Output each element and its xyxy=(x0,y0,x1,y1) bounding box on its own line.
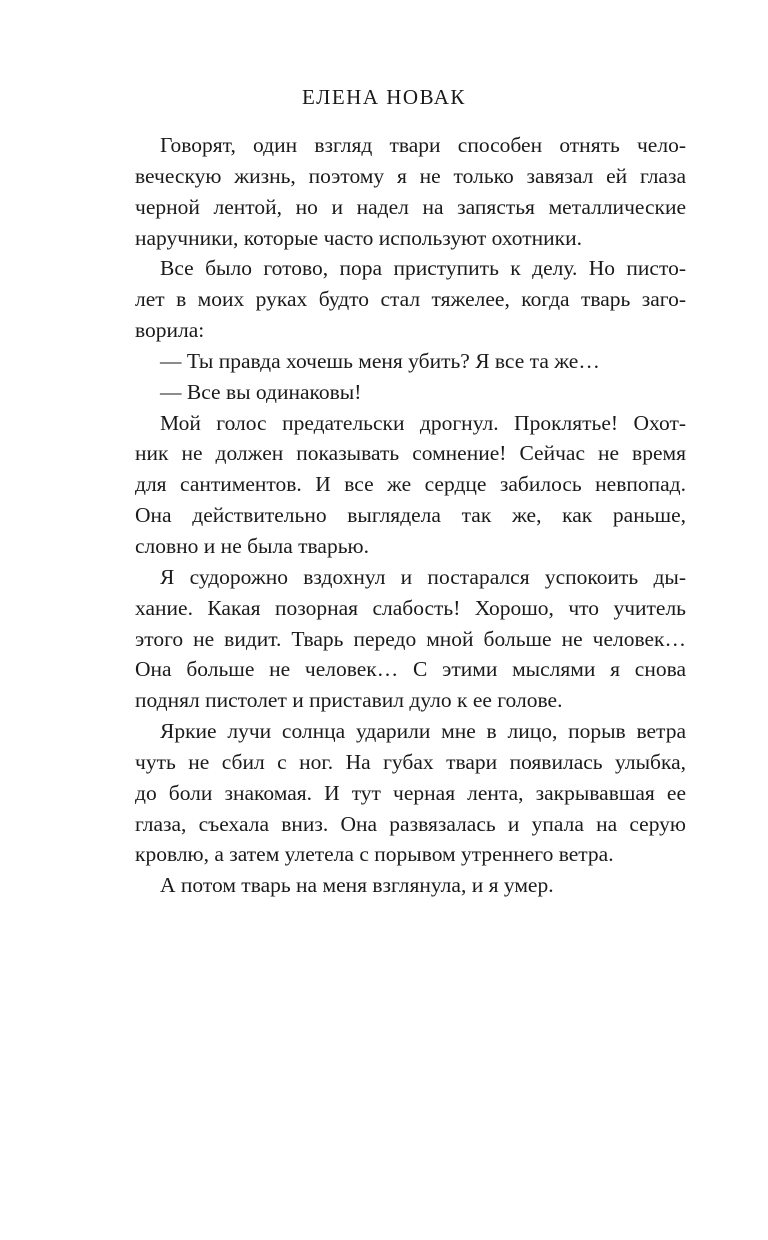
paragraph xyxy=(135,408,686,562)
text-line: веческую жизнь, поэтому я не только завязал ей глаза xyxy=(135,163,686,188)
text-line: словно и не была тварью. xyxy=(135,533,369,558)
text-line: Яркие лучи солнца ударили мне в лицо, порыв ветра xyxy=(160,719,686,744)
text-line: Все было готово, пора приступить к делу. Но писто- xyxy=(160,256,686,281)
text-line: поднял пистолет и приставил дуло к ее голове. xyxy=(135,688,563,713)
text-line: А потом тварь на меня взглянула, и я умер. xyxy=(160,873,554,898)
text-line: Она больше не человек… С этими мыслями я снова xyxy=(135,657,686,682)
text-line: чуть не сбил с ног. На губах твари появилась улыбка, xyxy=(135,749,686,774)
paragraph xyxy=(135,870,686,901)
text-line: Мой голос предательски дрогнул. Проклятье! Охот- xyxy=(160,410,686,435)
text-line: этого не видит. Тварь передо мной больше не человек… xyxy=(135,626,686,651)
text-line: хание. Какая позорная слабость! Хорошо, что учитель xyxy=(135,595,686,620)
text-line: ворила: xyxy=(135,318,205,343)
text-line: для сантиментов. И все же сердце забилось невпопад. xyxy=(135,472,686,497)
paragraph xyxy=(135,562,686,716)
text-line: Она действительно выглядела так же, как раньше, xyxy=(135,503,686,528)
dialogue-line xyxy=(135,377,686,408)
paragraph xyxy=(135,253,686,346)
text-line: глаза, съехала вниз. Она развязалась и упала на серую xyxy=(135,811,686,836)
text-line: черной лентой, но и надел на запястья металлические xyxy=(135,194,686,219)
text-line: ник не должен показывать сомнение! Сейчас не время xyxy=(135,441,686,466)
paragraph xyxy=(135,130,686,253)
dialogue-line xyxy=(135,346,686,377)
text-line: до боли знакомая. И тут черная лента, закрывавшая ее xyxy=(135,780,686,805)
text-line: кровлю, а затем улетела с порывом утреннего ветра. xyxy=(135,842,614,867)
text-line: наручники, которые часто используют охотники. xyxy=(135,225,582,250)
running-head-author: ЕЛЕНА НОВАК xyxy=(302,85,466,109)
text-line: Я судорожно вздохнул и постарался успокоить ды- xyxy=(160,564,686,589)
text-line: — Все вы одинаковы! xyxy=(160,379,362,404)
body-text xyxy=(135,130,686,901)
text-line: лет в моих руках будто стал тяжелее, когда тварь заго- xyxy=(135,287,686,312)
text-line: — Ты правда хочешь меня убить? Я все та же… xyxy=(160,348,600,373)
text-line: Говорят, один взгляд твари способен отнять чело- xyxy=(160,133,686,157)
paragraph xyxy=(135,716,686,870)
